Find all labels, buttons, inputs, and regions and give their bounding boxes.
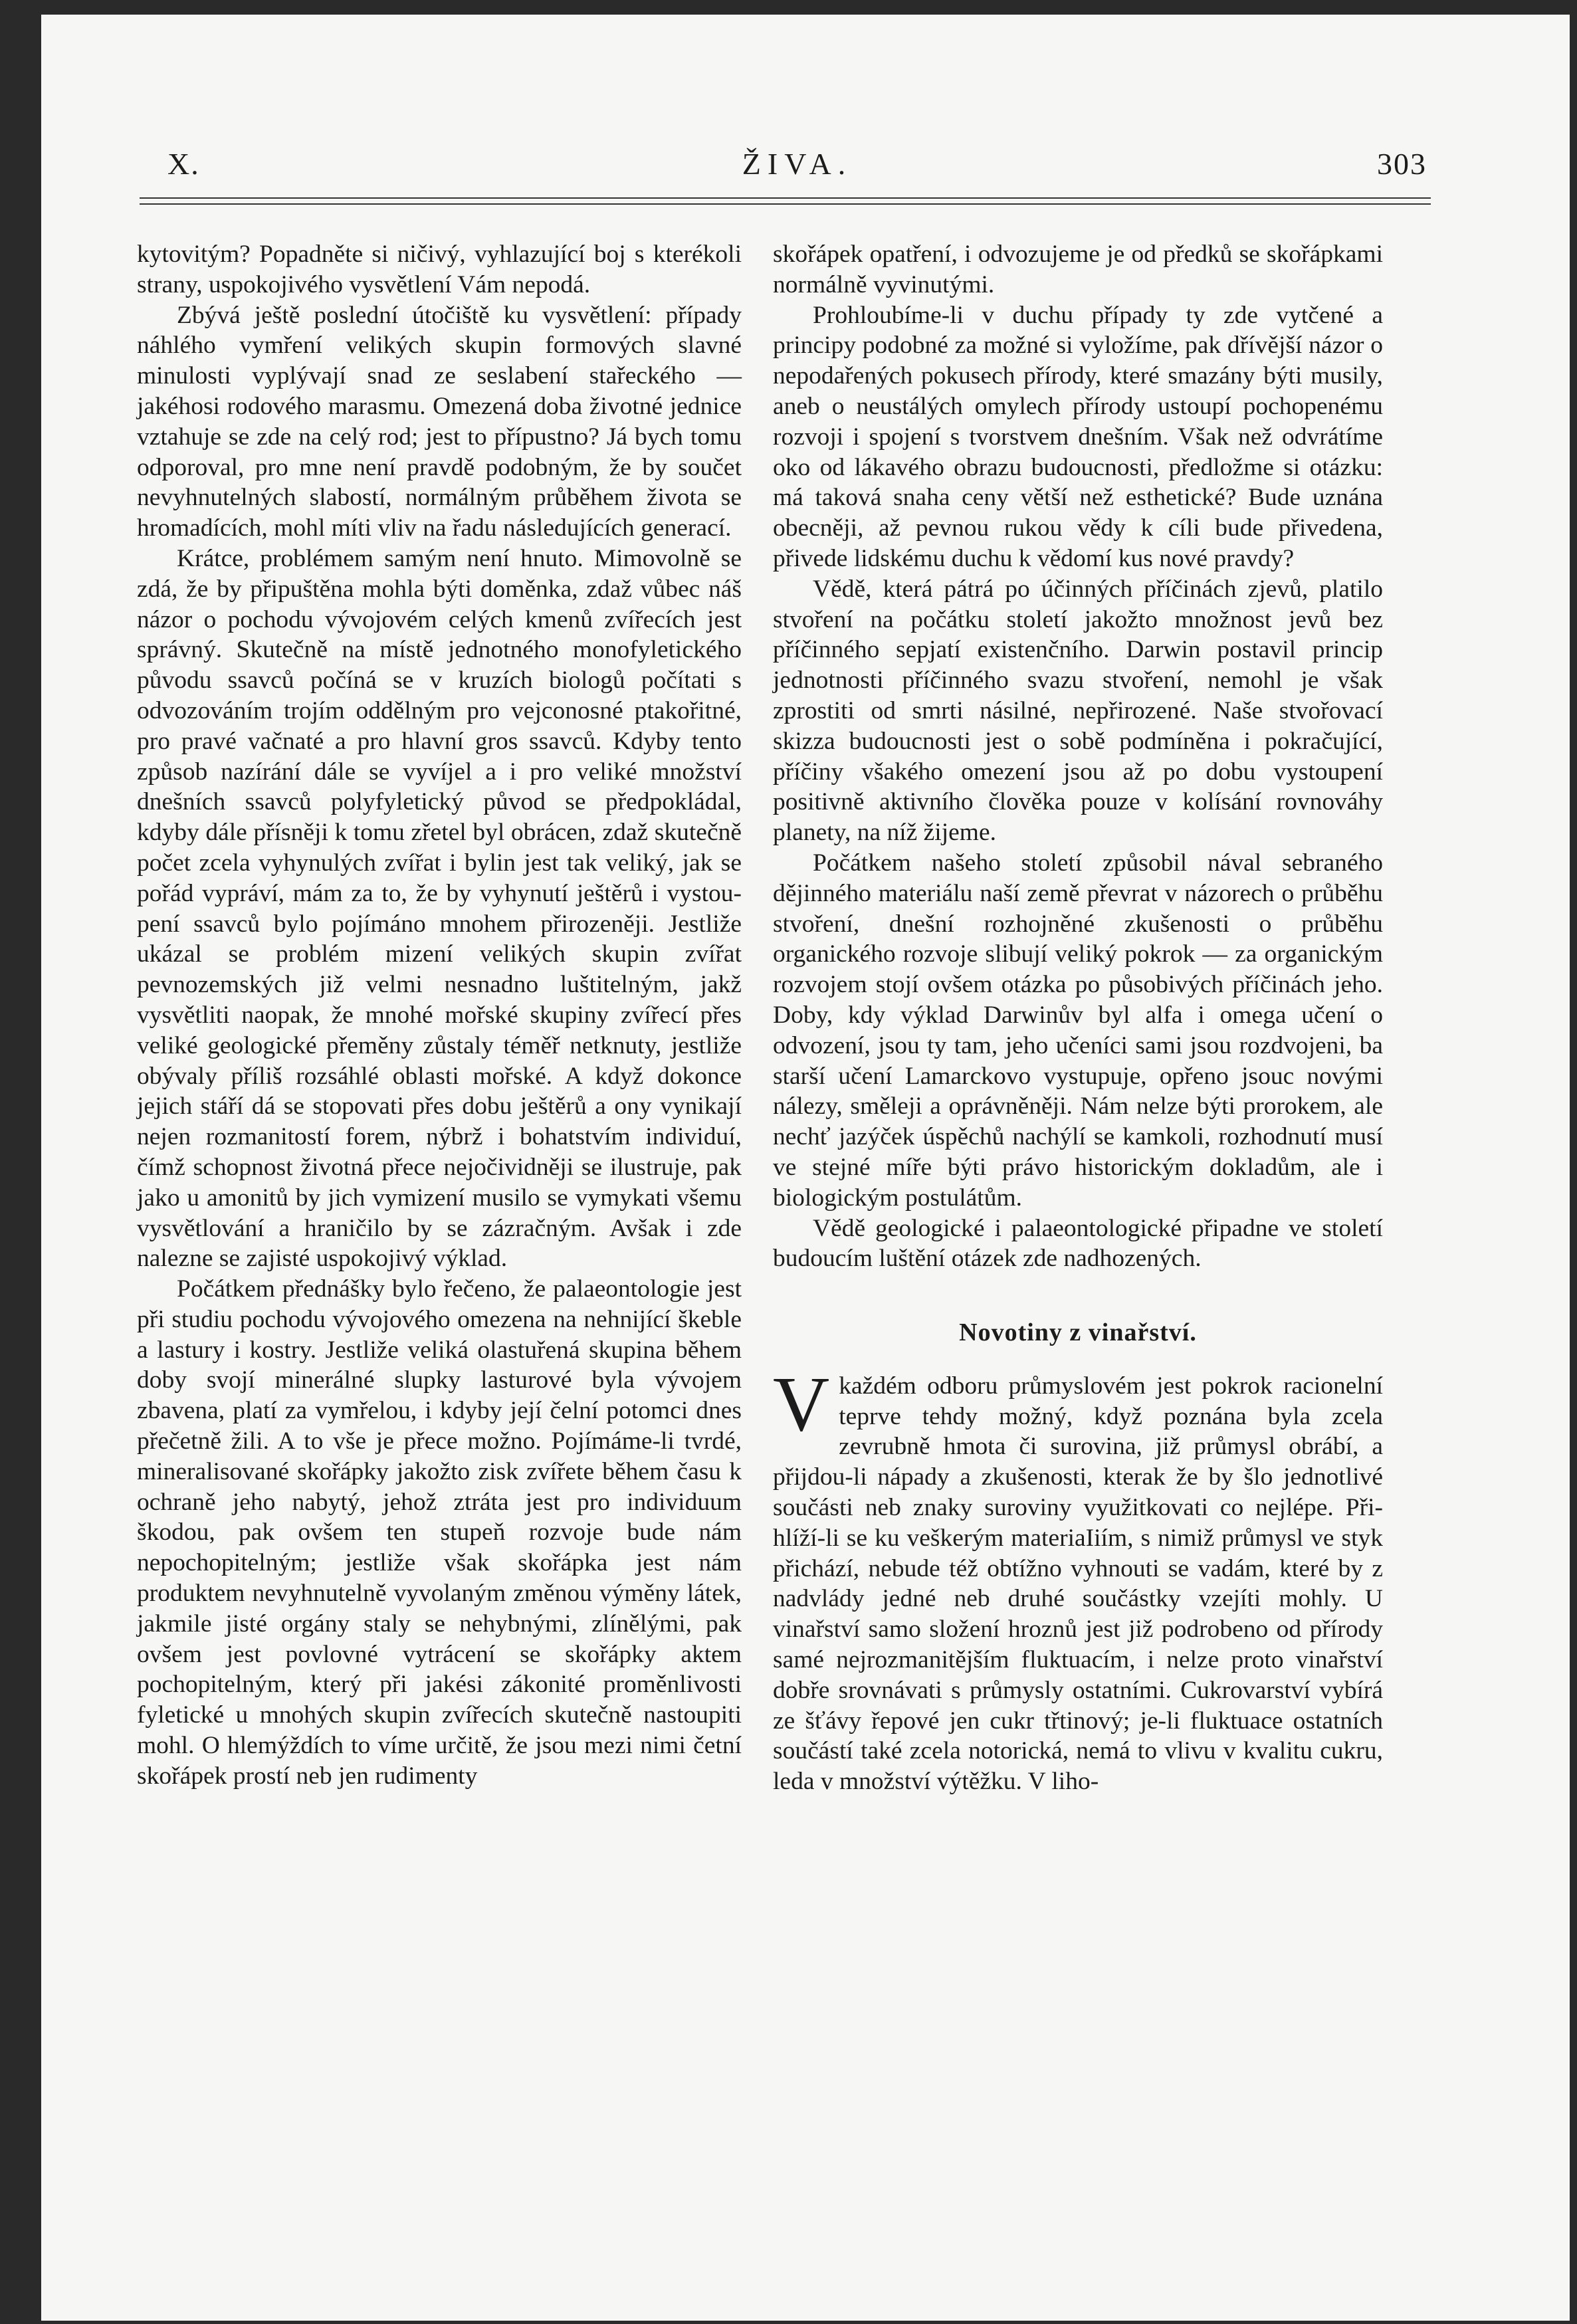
- section-paragraph: [773, 1360, 1383, 1797]
- section-paragraph-text: každém odboru průmyslovém jest pokrok racionelní teprve tehdy možný, když poznána byla zcela zevrubně hmota či surovina, již průmysl obrábí, a přijdou-li nápady a zkušenosti, kterak že by šlo jednotlivé součásti neb znaky suroviny využitkovati co nejlépe. Přihlíží-li se ku veškerým materiaIiím, s nimiž průmysl ve styk přichází, nebude též obtížno vyhnouti se vadám, které by z nadvlády jedné neb druhé součástky vzejíti mohly. U vinařství samo složení hroznů jest již podrobeno od přírody samé nejrozmanitějším fluktuacím, i nelze proto vinařství dobře srovnávati s průmysly ostatními. Cukrovarství vybírá ze šťávy řepové jen cukr třtinový; je-li fluktuace ostatních součástí také zcela notorická, nemá to vlivu v kvalitu cukru, leda v množství výtěžku. V liho-: [773, 1372, 1383, 1796]
- paragraph: Vědě, která pátrá po účinných příčinách zjevů, platilo stvoření na počátku století jakožto množnost jevů bez příčinného sepjatí existenčního. Darwin postavil princip jednotnosti příčinného svazu stvoření, nemohl je však zprostiti od smrti násilné, nepřirozené. Naše stvořovací skizza budoucnosti jest o sobě podmíněna i pokračující, příčiny všakého omezení jsou až po dobu vystoupení positivně aktivního člověka pouze v kolísání rovnováhy planety, na níž žijeme.: [773, 575, 1383, 847]
- drop-cap: V: [773, 1360, 830, 1447]
- paragraph: skořápek opatření, i odvozujeme je od předků se skořápkami normálně vyvinutými.: [773, 241, 1383, 298]
- paragraph: Počátkem přednášky bylo řečeno, že palaeontologie jest při studiu pochodu vývojového omezena na nehnijící škeble a lastury i kostry. Jestliže veliká olastuřená skupina během doby svojí minerálné slupky lasturové byla vývojem zbavena, platí za vymřelou, i kdyby její čelní potomci dnes přečetně žili. A to vše je přece možno. Pojímáme-li tvrdé, mineralisované skořápky jakožto zisk zvířete během času k ochraně jeho nabytý, jehož ztráta jest pro individuum škodou, pak ovšem ten stupeň rozvoje bude nám nepochopitelným; jestliže však skořápka jest nám produktem nevyhnutelně vyvolaným změnou výměny látek, jakmile jisté orgány staly se nehybnými, zlínělými, pak ovšem jest povlovné vytrácení se skořápky aktem pochopitelným, který při jakési zákonité proměnlivosti fyletické u mnohých skupin zvířecích skutečně nastoupiti mohl. O hlemýždích to víme určitě, že jsou mezi nimi četní skořápek prostí neb jen rudimenty: [137, 1275, 742, 1790]
- journal-title: ŽIVA.: [742, 147, 853, 181]
- section-heading: Novotiny z vinařství.: [959, 1319, 1197, 1347]
- left-column: [137, 239, 742, 1792]
- paragraph: Vědě geologické i palaeontologické připadne ve století budoucím luštění otázek zde nadhozených.: [773, 1214, 1383, 1273]
- page-number: 303: [1377, 147, 1427, 181]
- volume-number: X.: [167, 147, 200, 181]
- header-rule: [140, 197, 1431, 205]
- right-column: [773, 239, 1383, 1797]
- book-page: [41, 15, 1570, 2321]
- paragraph: kytovitým? Popadněte si ničivý, vyhlazující boj s kterékoli strany, uspokojivého vysvětlení Vám nepodá.: [137, 241, 742, 298]
- running-header: [167, 146, 1427, 193]
- paragraph: Prohloubíme-li v duchu případy ty zde vytčené a principy podobné za možné si vyložíme, pak dřívější názor o nepodařených pokusech přírody, které smazány býti musily, aneb o neustálých omylech přírody ustoupí pochopenému rozvoji i spojení s tvorstvem dnešním. Však než odvrátíme oko od lákavého obrazu budoucnosti, předložme si otázku: má taková snaha ceny větší než esthetické? Bude uznána obecněji, až pevnou rukou vědy k cíli bude přivedena, přivede lidskému duchu k vědomí kus nové pravdy?: [773, 301, 1383, 572]
- paragraph: Počátkem našeho století způsobil nával sebraného dějinného materiálu naší země převrat v názorech o průběhu stvoření, dnešní rozhojněné zkušenosti o průběhu organického rozvoje slibují veliký pokrok — za organickým rozvojem stojí ovšem otázka po působivých příčinách jeho. Doby, kdy výklad Darwinův byl alfa i omega učení o odvození, jsou ty tam, jeho učeníci sami jsou rozdvojeni, ba starší učení Lamarckovo vystupuje, opřeno jsouc novými nálezy, směleji a oprávněněji. Nám nelze býti prorokem, ale nechť jazýček úspěchů nachýlí se kamkoli, rozhodnutí musí ve stejné míře býti právo historickým dokladům, ale i biologickým postulátům.: [773, 849, 1383, 1212]
- paragraph: Krátce, problémem samým není hnuto. Mimovolně se zdá, že by připuštěna mohla býti doměnka, zdaž vůbec náš názor o pochodu vývojovém celých kmenů zvířecích jest správný. Skutečně na místě jednotného monofyletického původu ssavců počíná se v kruzích biologů počítati s odvozováním trojím oddělným pro vejconosné ptakořitné, pro pravé vačnaté a pro hlavní gros ssavců. Kdyby tento způsob nazírání dále se vyvíjel a i pro veliké množství dnešních ssavců polyfyletický původ se předpokládal, kdyby dále přísněji k tomu zřetel byl obrácen, zdaž skutečně počet zcela vyhynulých zvířat i bylin jest tak veliký, jak se pořád vypráví, mám za to, že by vyhynutí ještěrů i vystoupení ssavců bylo pojímáno mnohem přirozeněji. Jestliže ukázal se problém mizení velikých skupin zvířat pevnozemských již velmi nesnadno luštitelným, jakž vysvětliti naopak, že mnohé mořské skupiny zvířecí přes veliké geologické přeměny zůstaly téměř netknuty, jestliže obývaly příliš rozsáhlé oblasti mořské. A když dokonce jejich stáří dá se stopovati přes dobu ještěrů a ony vynikají nejen rozmanitostí forem, nýbrž i bohatstvím individuí, čímž schopnost životná přece nejočividněji se ilustruje, pak jako u amonitů by jich vymizení musilo se vymykati všemu vysvětlování a hraničilo by se zázračným. Avšak i zde nalezne se zajisté uspokojivý výklad.: [137, 544, 742, 1273]
- paragraph: Zbývá ještě poslední útočiště ku vysvětlení: případy náhlého vymření velikých skupin formových slavné minulosti vyplývají snad ze seslabení stařeckého — jakéhosi rodového marasmu. Omezená doba životné jednice vztahuje se zde na celý rod; jest to přípustno? Já bych tomu odporoval, pro mne není pravdě podobným, že by součet nevyhnutelných slabostí, normálným průběhem života se hromadících, mohl míti vliv na řadu následujících generací.: [137, 301, 742, 542]
